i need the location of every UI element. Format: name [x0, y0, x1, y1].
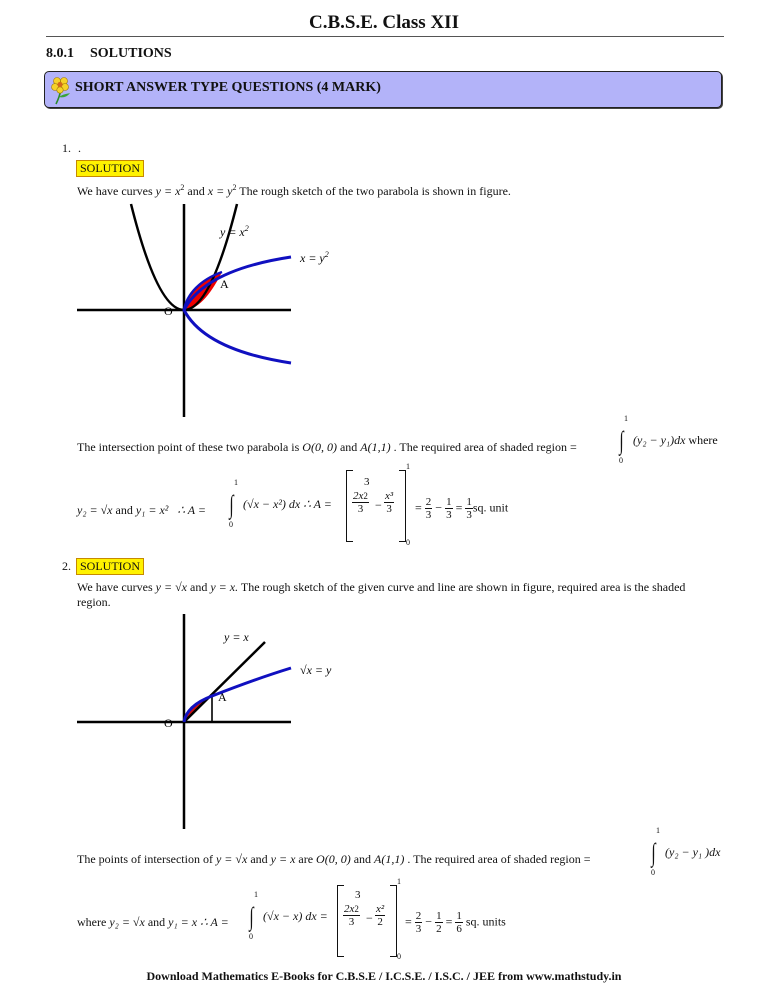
question-placeholder: . — [78, 141, 81, 155]
text: and — [250, 852, 268, 866]
fraction-2x-three-halves-over-3: $\frac{2x2}{3}$ — [353, 490, 368, 515]
page-header-title: C.B.S.E. Class XII — [309, 12, 459, 33]
q2-intersection-line — [77, 852, 591, 867]
fraction: $\frac{2}{3}$ — [425, 496, 432, 521]
integrand: (y₂ − y₁)dx — [633, 432, 686, 447]
point-o-label: O — [164, 716, 173, 730]
solution-badge-2 — [76, 557, 144, 575]
integrand: (y₂ − y₁ )dx — [665, 844, 721, 859]
text: . The required area of shaded region = — [407, 852, 591, 866]
solution-badge-1 — [76, 159, 144, 177]
label-sqrt-x-eq-y: √x = y — [300, 663, 332, 677]
point-a: A(1,1) — [360, 440, 391, 454]
point-a: A(1,1) — [374, 852, 405, 866]
question-1-number — [62, 141, 81, 156]
bracket-lower-limit: 0 — [406, 538, 410, 547]
q2-area-integral — [650, 826, 721, 877]
equals: = — [455, 500, 463, 515]
q1-area-integral — [618, 414, 718, 465]
curve-sqrt-x — [184, 668, 291, 722]
section-title: SOLUTIONS — [90, 46, 172, 61]
text: where — [77, 915, 107, 929]
figure-2-curve-and-line — [70, 610, 360, 835]
text: We have curves — [77, 184, 153, 198]
q1-integral — [228, 478, 332, 529]
point-o: O(0, 0) — [302, 440, 337, 454]
fraction: $\frac{2}{3}$ — [415, 910, 422, 935]
text: and — [115, 503, 133, 517]
text: and — [190, 580, 208, 594]
integral-sign: 1 ∫ 0 — [619, 414, 628, 465]
header-divider — [46, 36, 724, 37]
point-o-label: O — [164, 304, 173, 318]
fraction-2x-three-halves-over-3: $\frac{2x2}{3}$ — [344, 903, 359, 928]
minus-sign: − — [425, 914, 433, 929]
fraction: $\frac{1}{6}$ — [456, 910, 462, 935]
label-y-eq-x: y = x — [224, 630, 249, 644]
text: and — [147, 915, 166, 929]
q2-intro-text — [77, 580, 685, 595]
q1-y-definitions — [77, 503, 206, 518]
equation: ∴ A = — [177, 503, 207, 517]
section-heading — [46, 46, 172, 62]
integral-sign: 1 ∫ 0 — [229, 478, 238, 529]
equals: = — [415, 500, 422, 515]
fraction-x-squared-over-2: $\frac{\text{x²}}{2}$ — [376, 903, 385, 928]
flower-icon — [49, 75, 73, 105]
fraction: $\frac{1}{3}$ — [466, 496, 472, 521]
equals: = — [405, 914, 412, 929]
q2-y-definitions — [77, 915, 229, 930]
question-type-banner — [44, 71, 722, 108]
point-o: O(0, 0) — [316, 852, 351, 866]
solution-badge-label: SOLUTION — [76, 558, 144, 575]
figure-1-parabolas — [70, 200, 360, 420]
text: and — [187, 184, 205, 198]
banner-title: SHORT ANSWER TYPE QUESTIONS (4 MARK) — [75, 80, 381, 95]
exponent-numerator: 3 — [355, 889, 361, 901]
equation: y = x — [270, 852, 296, 866]
equation: y₁ = x² — [135, 503, 169, 517]
right-bracket — [390, 885, 397, 957]
text: and — [353, 852, 372, 866]
equation: y = √x — [215, 852, 248, 866]
text: where — [688, 432, 718, 447]
text: . The required area of shaded region = — [393, 440, 577, 454]
integral-sign: 1 ∫ 0 — [651, 826, 660, 877]
point-a-label: A — [220, 277, 229, 291]
label-x-eq-y-squared: $x = y^2$ — [300, 250, 329, 265]
fraction-x-cubed-over-3: $\frac{\text{x³}}{3}$ — [385, 490, 394, 515]
text: The rough sketch of the two parabola is shown in figure. — [239, 184, 511, 198]
bracket-lower-limit: 0 — [397, 952, 401, 961]
text: and — [339, 440, 358, 454]
text: We have curves — [77, 580, 153, 594]
integral-sign: 1 ∫ 0 — [249, 890, 258, 941]
bracket-upper-limit: 1 — [397, 877, 401, 886]
unit-text: sq. unit — [472, 500, 509, 515]
bracket-upper-limit: 1 — [406, 462, 410, 471]
solution-badge-label: SOLUTION — [76, 160, 144, 177]
minus-sign: − — [375, 498, 382, 512]
equation: y₂ = √x — [77, 503, 113, 517]
q2-intro-continuation: region. — [77, 595, 111, 609]
fraction: $\frac{1}{3}$ — [446, 496, 452, 521]
text: The intersection point of these two parabola is — [77, 440, 300, 454]
integrand: (√x − x) dx = — [263, 908, 328, 923]
text: The points of intersection of — [77, 852, 213, 866]
unit-text: sq. units — [465, 914, 506, 929]
equation: y₂ = √x — [109, 915, 145, 929]
q1-intro-text — [77, 183, 511, 199]
exponent: 2 — [180, 183, 185, 192]
q1-result — [415, 496, 508, 521]
question-number: 1. — [62, 141, 71, 155]
footer-download-link[interactable]: Download Mathematics E-Books for C.B.S.E / I.C.S.E. / I.S.C. / JEE from www.mathstudy.in — [146, 969, 622, 983]
question-2-number: 2. — [62, 559, 71, 573]
equals: = — [445, 914, 453, 929]
equation: y = x. — [210, 580, 239, 594]
text: The rough sketch of the given curve and line are shown in figure, required area is the shaded — [240, 580, 686, 594]
section-number: 8.0.1 — [46, 46, 74, 61]
equation: x = y — [207, 184, 233, 198]
fraction: $\frac{1}{2}$ — [436, 910, 442, 935]
integrand: (√x − x²) dx ∴ A = — [243, 496, 332, 511]
minus-sign: − — [435, 500, 443, 515]
right-bracket — [399, 470, 406, 542]
q2-result — [405, 910, 506, 935]
exponent-numerator: 3 — [364, 476, 370, 488]
point-a-label: A — [218, 690, 227, 704]
equation: y = x — [155, 184, 181, 198]
text: are — [298, 852, 314, 866]
exponent: 2 — [232, 183, 237, 192]
label-y-eq-x-squared: $y = x^2$ — [220, 224, 249, 239]
equation: y₁ = x ∴ A = — [168, 915, 229, 929]
q2-integral — [248, 890, 328, 941]
q1-intersection-line — [77, 440, 577, 455]
minus-sign: − — [366, 911, 373, 925]
equation: y = √x — [155, 580, 188, 594]
